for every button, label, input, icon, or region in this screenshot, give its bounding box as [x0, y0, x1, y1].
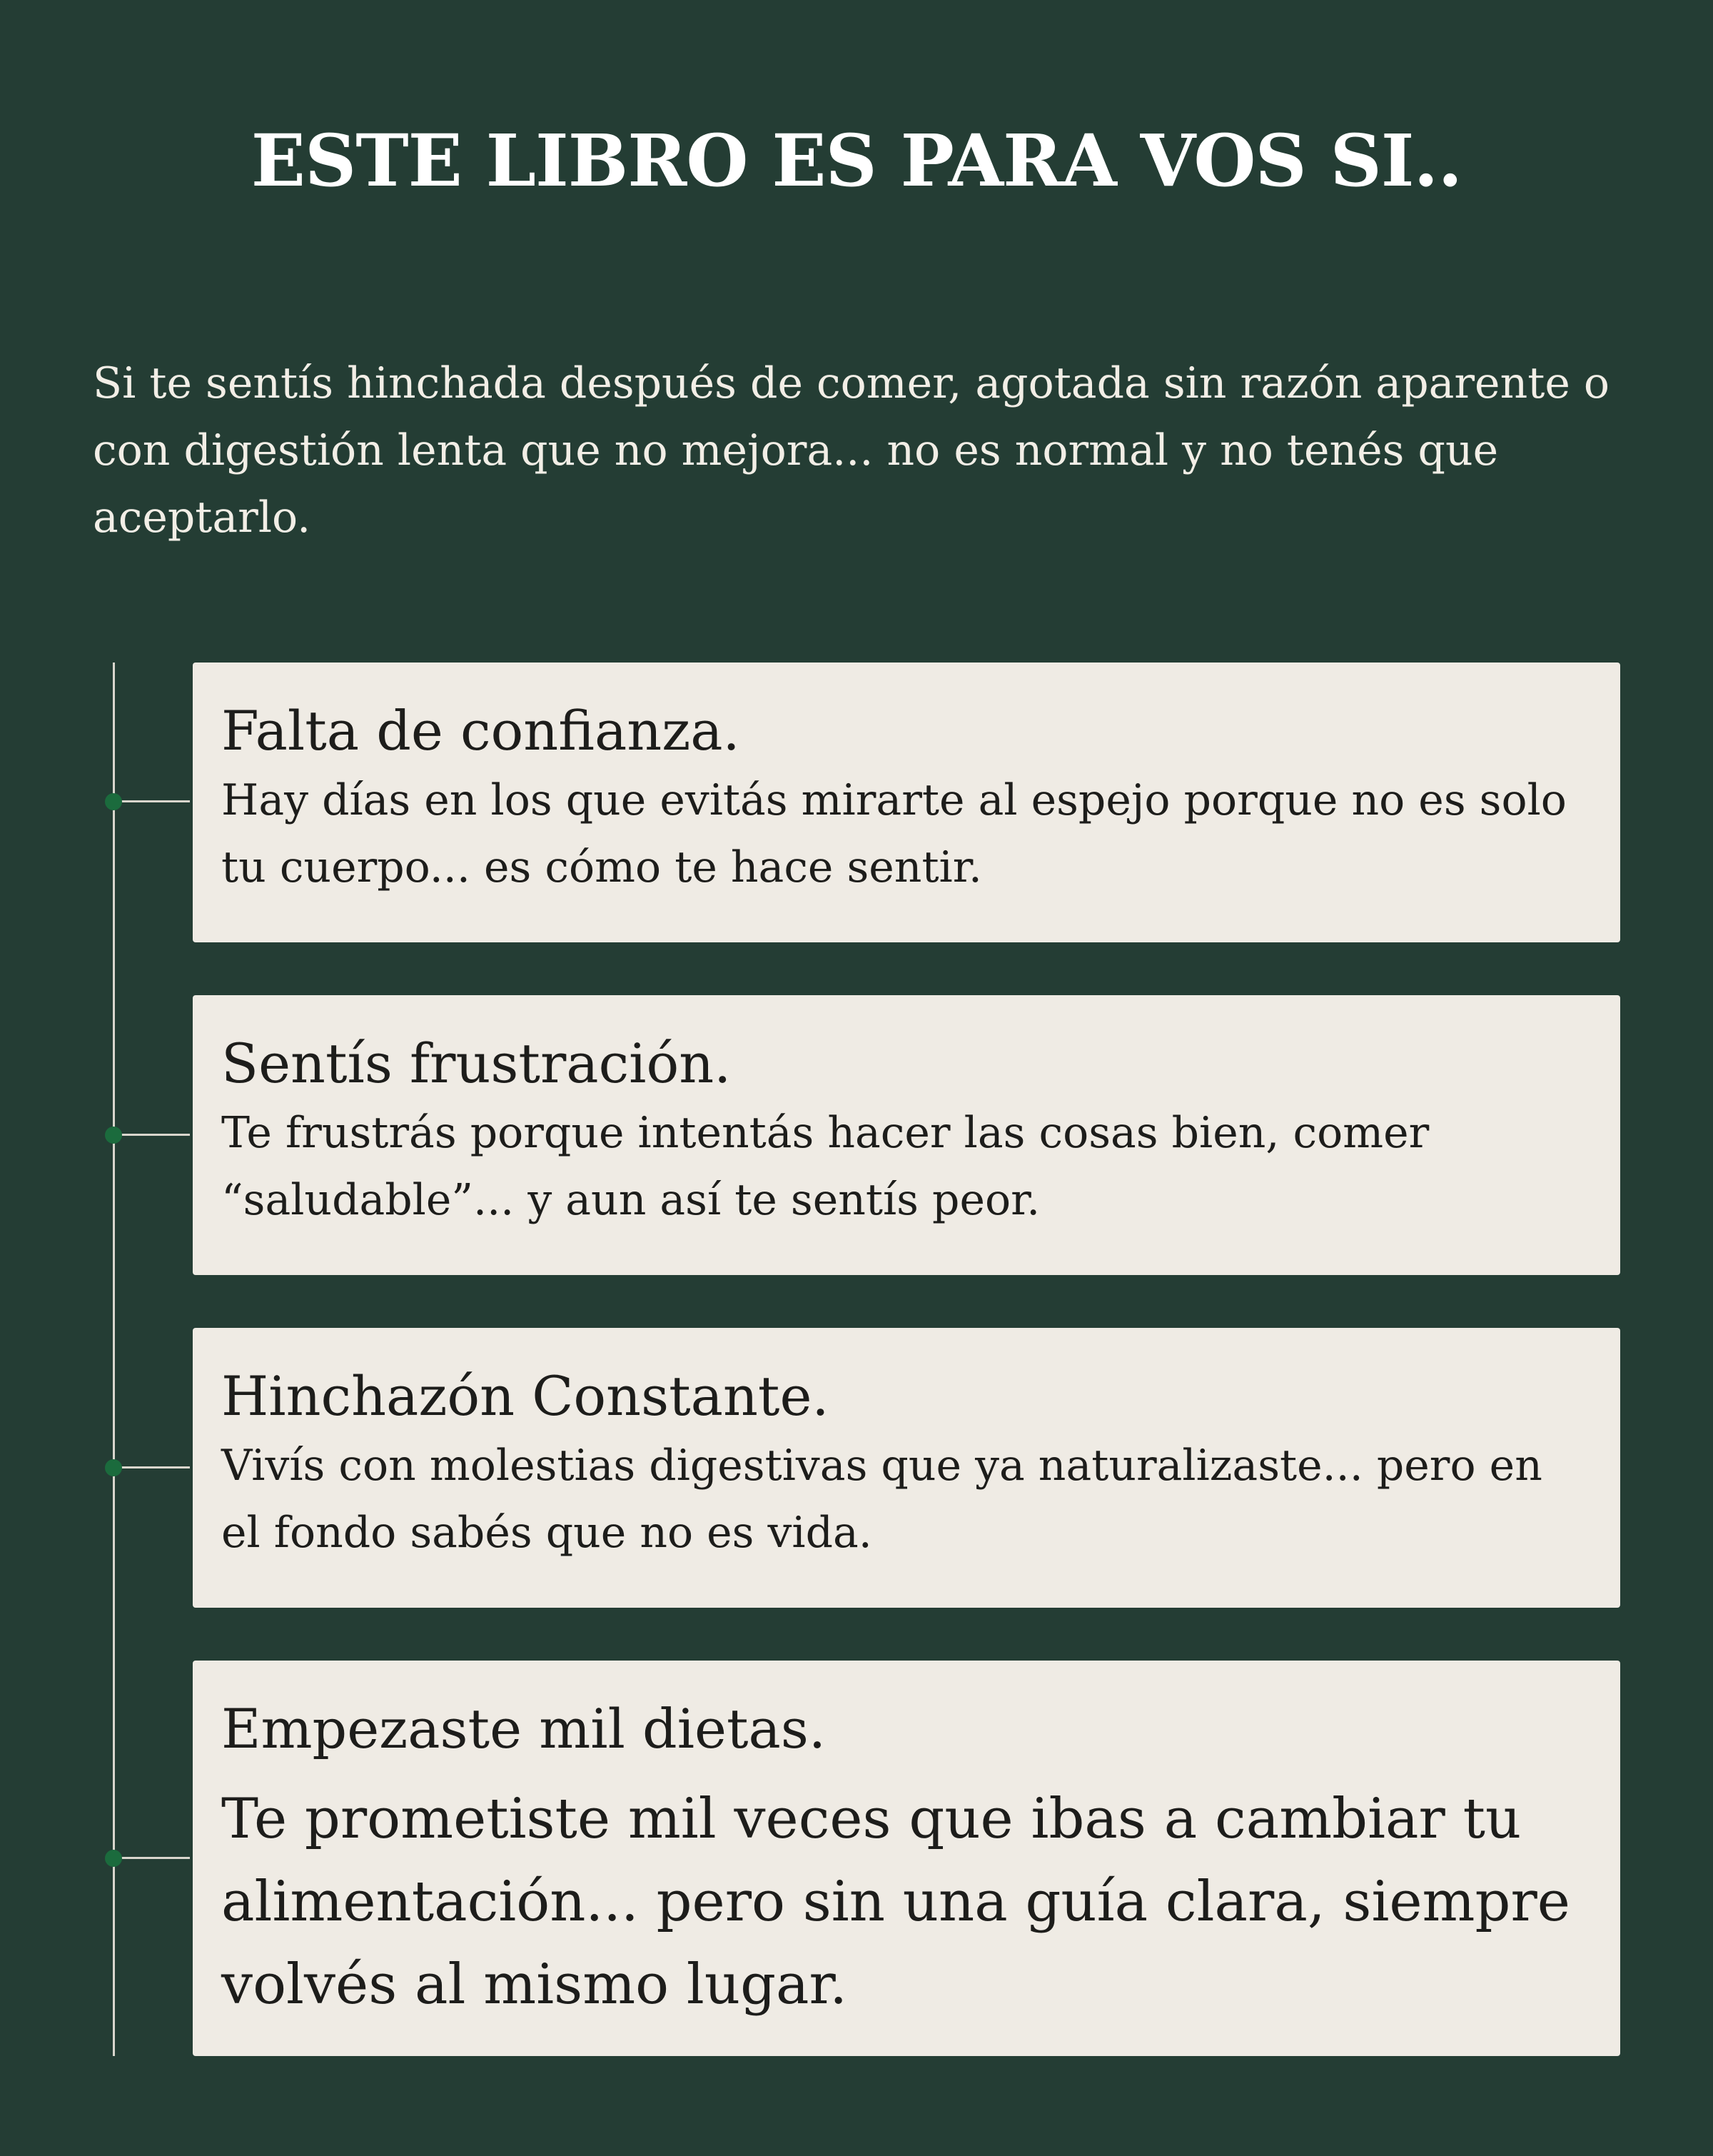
card-body: Te frustrás porque intentás hacer las cosas bien, comer “saludable”... y aun así te sentís peor. — [221, 1108, 1430, 1225]
timeline-dot — [105, 793, 122, 810]
timeline-connector — [113, 1134, 190, 1136]
card-title: Sentís frustración. — [221, 1032, 732, 1095]
list-item-card — [193, 995, 1620, 1275]
timeline-connector — [113, 1857, 190, 1859]
card-body: Vivís con molestias digestivas que ya naturalizaste... pero en el fondo sabés que no es vida. — [221, 1441, 1542, 1558]
card-body: Te prometiste mil veces que ibas a cambiar tu alimentación... pero sin una guía clara, siempre volvés al mismo lugar. — [221, 1787, 1570, 2017]
card-title: Falta de confianza. — [221, 699, 740, 762]
list-item-card — [193, 1328, 1620, 1608]
card-title: Hinchazón Constante. — [221, 1364, 829, 1428]
timeline-dot — [105, 1127, 122, 1144]
list-item-card — [193, 1661, 1620, 2056]
list-item-card — [193, 663, 1620, 942]
timeline-connector — [113, 800, 190, 802]
card-title: Empezaste mil dietas. — [221, 1697, 826, 1760]
timeline-dot — [105, 1850, 122, 1867]
timeline-dot — [105, 1459, 122, 1476]
intro-paragraph: Si te sentís hinchada después de comer, agotada sin razón aparente o con digestión lenta que no mejora... no es normal y no tenés que aceptarlo. — [93, 358, 1610, 543]
timeline-connector — [113, 1466, 190, 1469]
card-body: Hay días en los que evitás mirarte al espejo porque no es solo tu cuerpo... es cómo te hace sentir. — [221, 775, 1567, 892]
page-title: ESTE LIBRO ES PARA VOS SI.. — [251, 119, 1462, 203]
timeline-line — [113, 663, 115, 2056]
